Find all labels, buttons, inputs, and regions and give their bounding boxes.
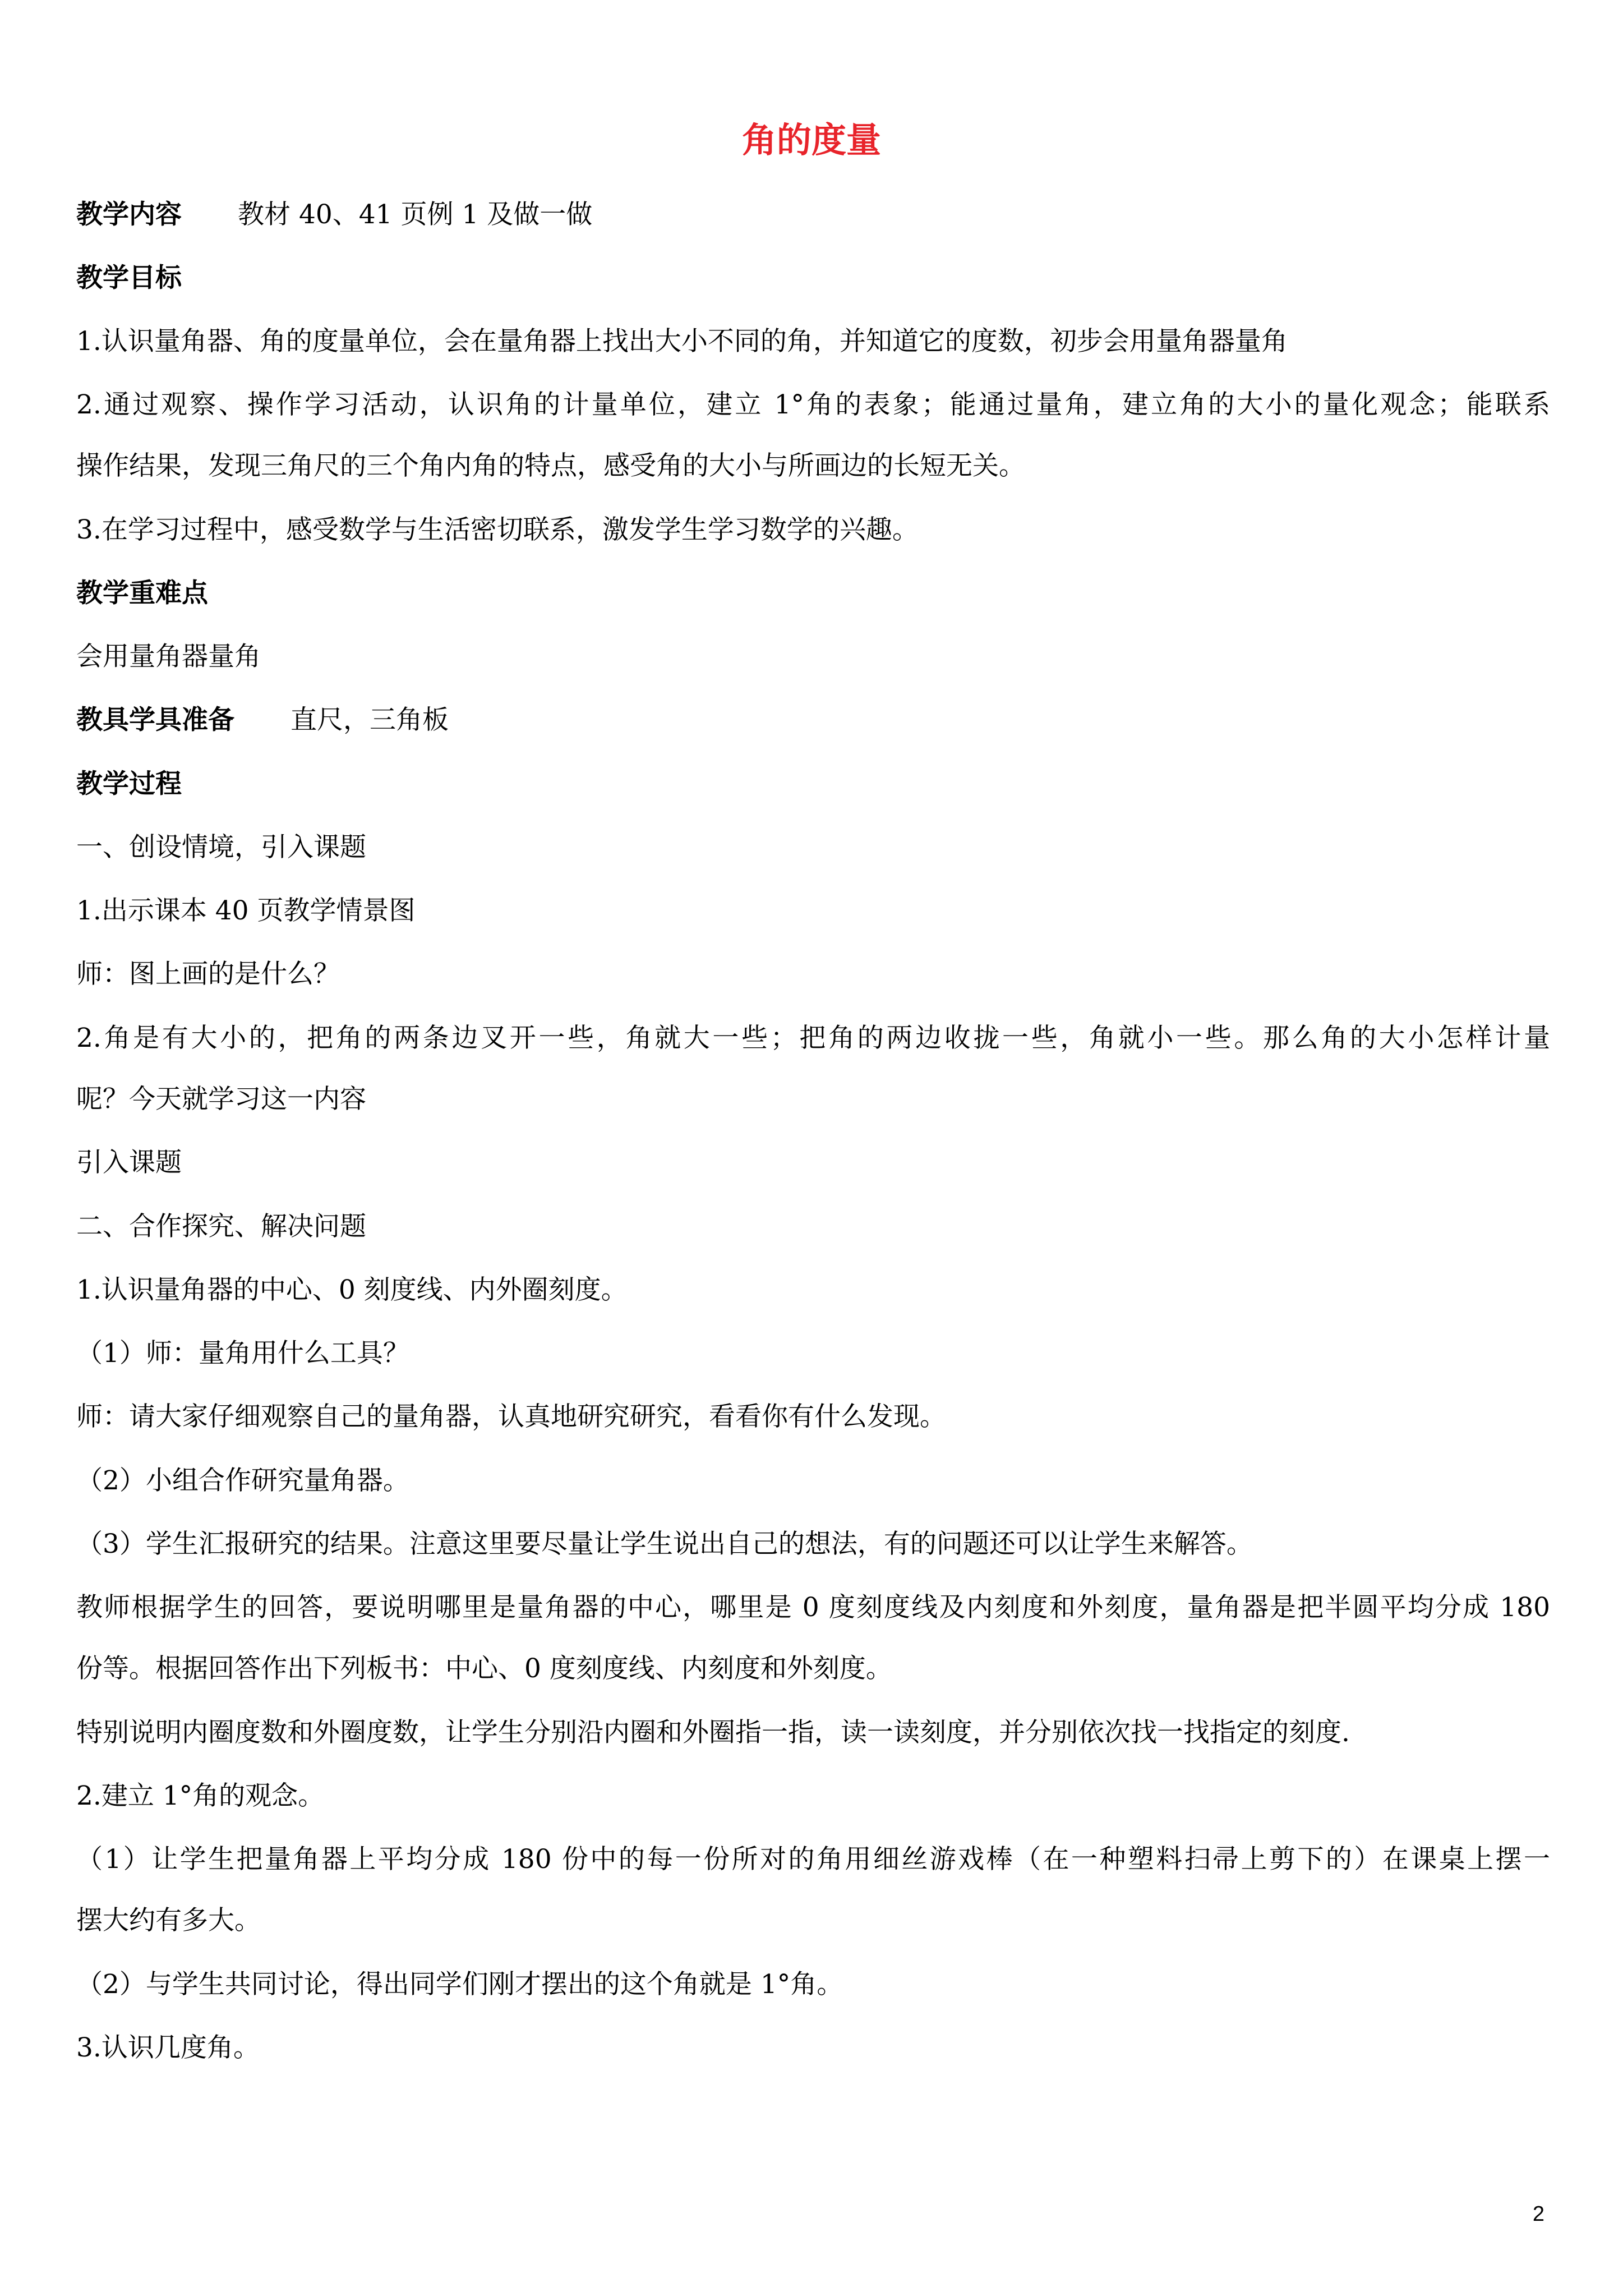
objective-item-3: 3.在学习过程中，感受数学与生活密切联系，激发学生学习数学的兴趣。	[76, 514, 919, 545]
section-2-1-paragraph-2: 特别说明内圈度数和外圈度数，让学生分别沿内圈和外圈指一指，读一读刻度，并分别依次找一找指定的刻度.	[76, 1717, 1350, 1748]
section-2-title: 二、合作探究、解决问题	[76, 1211, 366, 1242]
objectives-heading: 教学目标	[76, 263, 182, 293]
materials-row	[76, 703, 1550, 738]
section-1-item-2-line-2: 呢？今天就学习这一内容	[76, 1084, 366, 1115]
key-points-text: 会用量角器量角	[76, 641, 261, 672]
section-2-2-2: （2）与学生共同讨论，得出同学们刚才摆出的这个角就是 1°角。	[76, 1969, 843, 2000]
content-row	[76, 197, 1550, 232]
process-heading: 教学过程	[76, 769, 182, 799]
content-value: 教材 40、41 页例 1 及做一做	[238, 199, 593, 230]
section-2-1-paragraph-1-line-2: 份等。根据回答作出下列板书：中心、0 度刻度线、内刻度和外刻度。	[76, 1653, 892, 1684]
section-1-question: 师：图上画的是什么？	[76, 959, 340, 990]
section-2-1-2: （2）小组合作研究量角器。	[76, 1465, 409, 1496]
content-label: 教学内容	[76, 199, 182, 230]
objective-item-2-line-1: 2.通过观察、操作学习活动，认识角的计量单位，建立 1°角的表象；能通过量角，建立角的大小的量化观念；能联系	[76, 389, 1550, 420]
page-number: 2	[1532, 2202, 1544, 2226]
section-2-item-1: 1.认识量角器的中心、0 刻度线、内外圈刻度。	[76, 1274, 628, 1305]
section-1-item-2-line-1: 2.角是有大小的，把角的两条边叉开一些，角就大一些；把角的两边收拢一些，角就小一些。那么角的大小怎样计量	[76, 1023, 1550, 1053]
materials-value: 直尺，三角板	[291, 705, 449, 735]
objective-item-2-line-2: 操作结果，发现三角尺的三个角内角的特点，感受角的大小与所画边的长短无关。	[76, 450, 1025, 481]
section-2-1-1: （1）师：量角用什么工具？	[76, 1338, 409, 1369]
section-2-2-1-line-2: 摆大约有多大。	[76, 1905, 261, 1936]
section-2-item-2: 2.建立 1°角的观念。	[76, 1780, 325, 1811]
objective-item-1: 1.认识量角器、角的度量单位，会在量角器上找出大小不同的角，并知道它的度数，初步会用量角器量角	[76, 326, 1288, 357]
section-1-intro: 引入课题	[76, 1147, 182, 1178]
section-2-1-paragraph-1-line-1: 教师根据学生的回答，要说明哪里是量角器的中心，哪里是 0 度刻度线及内刻度和外刻度，量角器是把半圆平均分成 180	[76, 1592, 1550, 1623]
key-points-heading: 教学重难点	[76, 578, 208, 609]
section-2-1-3: （3）学生汇报研究的结果。注意这里要尽量让学生说出自己的想法，有的问题还可以让学生来解答。	[76, 1529, 1253, 1559]
materials-label: 教具学具准备	[76, 705, 234, 735]
section-2-2-1-line-1: （1）让学生把量角器上平均分成 180 份中的每一份所对的角用细丝游戏棒（在一种塑料扫帚上剪下的）在课桌上摆一	[76, 1844, 1550, 1875]
section-1-title: 一、创设情境，引入课题	[76, 832, 366, 863]
section-2-item-3: 3.认识几度角。	[76, 2032, 260, 2063]
page-title: 角的度量	[741, 119, 881, 160]
section-1-item-1: 1.出示课本 40 页教学情景图	[76, 895, 416, 926]
section-2-1-teacher: 师：请大家仔细观察自己的量角器，认真地研究研究，看看你有什么发现。	[76, 1401, 946, 1432]
